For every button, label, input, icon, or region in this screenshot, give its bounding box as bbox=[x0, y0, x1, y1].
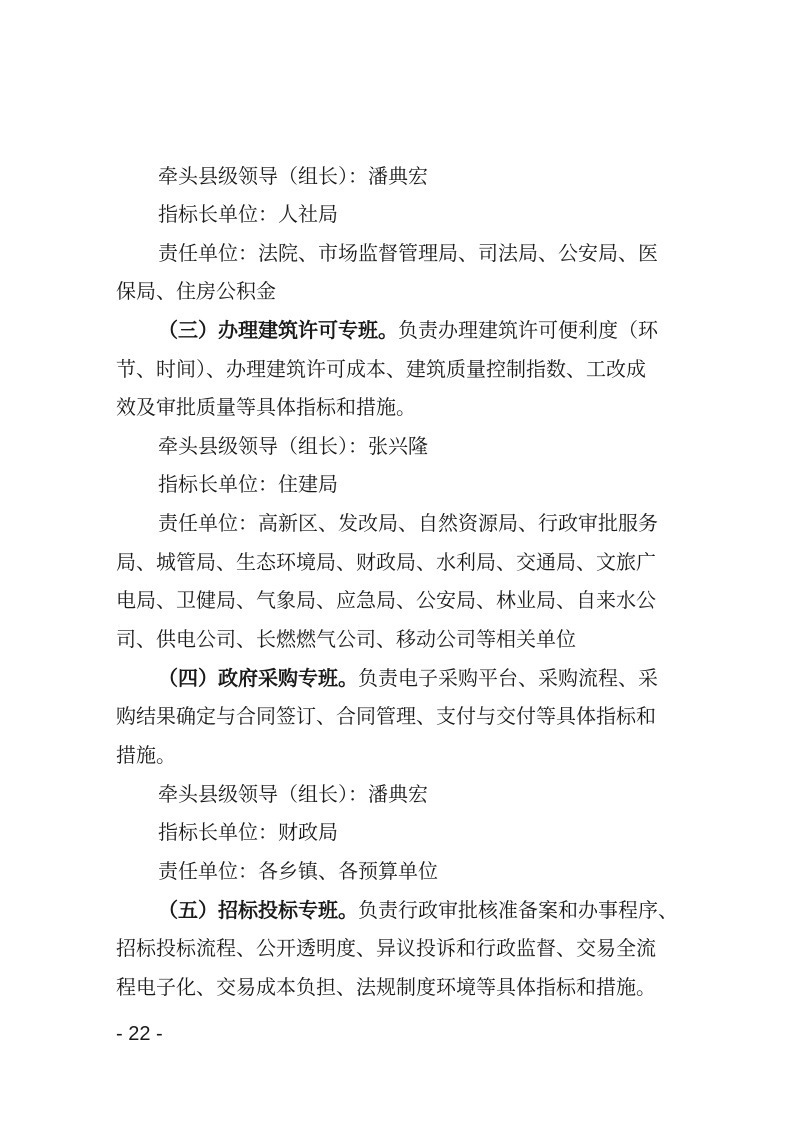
section-heading-4: （四）政府采购专班。 bbox=[158, 666, 358, 690]
section-heading-3: （三）办理建筑许可专班。 bbox=[158, 318, 398, 342]
page-number: - 22 - bbox=[116, 1023, 163, 1045]
text-line: 司、供电公司、长燃燃气公司、移动公司等相关单位 bbox=[116, 627, 576, 651]
text-line: 责任单位：法院、市场监督管理局、司法局、公安局、医 bbox=[158, 241, 658, 265]
section-body: 负责电子采购平台、采购流程、采 bbox=[358, 666, 658, 690]
text-line: 责任单位：各乡镇、各预算单位 bbox=[158, 859, 438, 883]
text-line: 指标长单位：人社局 bbox=[158, 202, 338, 226]
text-line: 指标长单位：住建局 bbox=[158, 472, 338, 496]
text-line: 保局、住房公积金 bbox=[116, 279, 276, 303]
section-heading-line bbox=[158, 316, 793, 344]
text-line: 措施。 bbox=[116, 743, 176, 767]
text-line: 电局、卫健局、气象局、应急局、公安局、林业局、自来水公 bbox=[116, 588, 656, 612]
text-line: 程电子化、交易成本负担、法规制度环境等具体指标和措施。 bbox=[116, 975, 656, 999]
text-line: 效及审批质量等具体指标和措施。 bbox=[116, 395, 416, 419]
text-line: 牵头县级领导（组长）：潘典宏 bbox=[158, 782, 428, 806]
text-line: 节、时间）、办理建筑许可成本、建筑质量控制指数、工改成 bbox=[116, 357, 646, 381]
text-line: 购结果确定与合同签订、合同管理、支付与交付等具体指标和 bbox=[116, 704, 656, 728]
section-heading-line bbox=[158, 896, 793, 924]
text-line: 牵头县级领导（组长）：潘典宏 bbox=[158, 164, 428, 188]
text-line: 招标投标流程、公开透明度、异议投诉和行政监督、交易全流 bbox=[116, 936, 656, 960]
text-line: 局、城管局、生态环境局、财政局、水利局、交通局、文旅广 bbox=[116, 550, 656, 574]
section-heading-line bbox=[158, 664, 793, 692]
section-heading-5: （五）招标投标专班。 bbox=[158, 898, 358, 922]
text-line: 牵头县级领导（组长）：张兴隆 bbox=[158, 434, 428, 458]
section-body: 负责行政审批核准备案和办事程序、 bbox=[358, 898, 678, 922]
text-line: 责任单位：高新区、发改局、自然资源局、行政审批服务 bbox=[158, 511, 658, 535]
section-body: 负责办理建筑许可便利度（环 bbox=[398, 318, 658, 342]
text-line: 指标长单位：财政局 bbox=[158, 820, 338, 844]
